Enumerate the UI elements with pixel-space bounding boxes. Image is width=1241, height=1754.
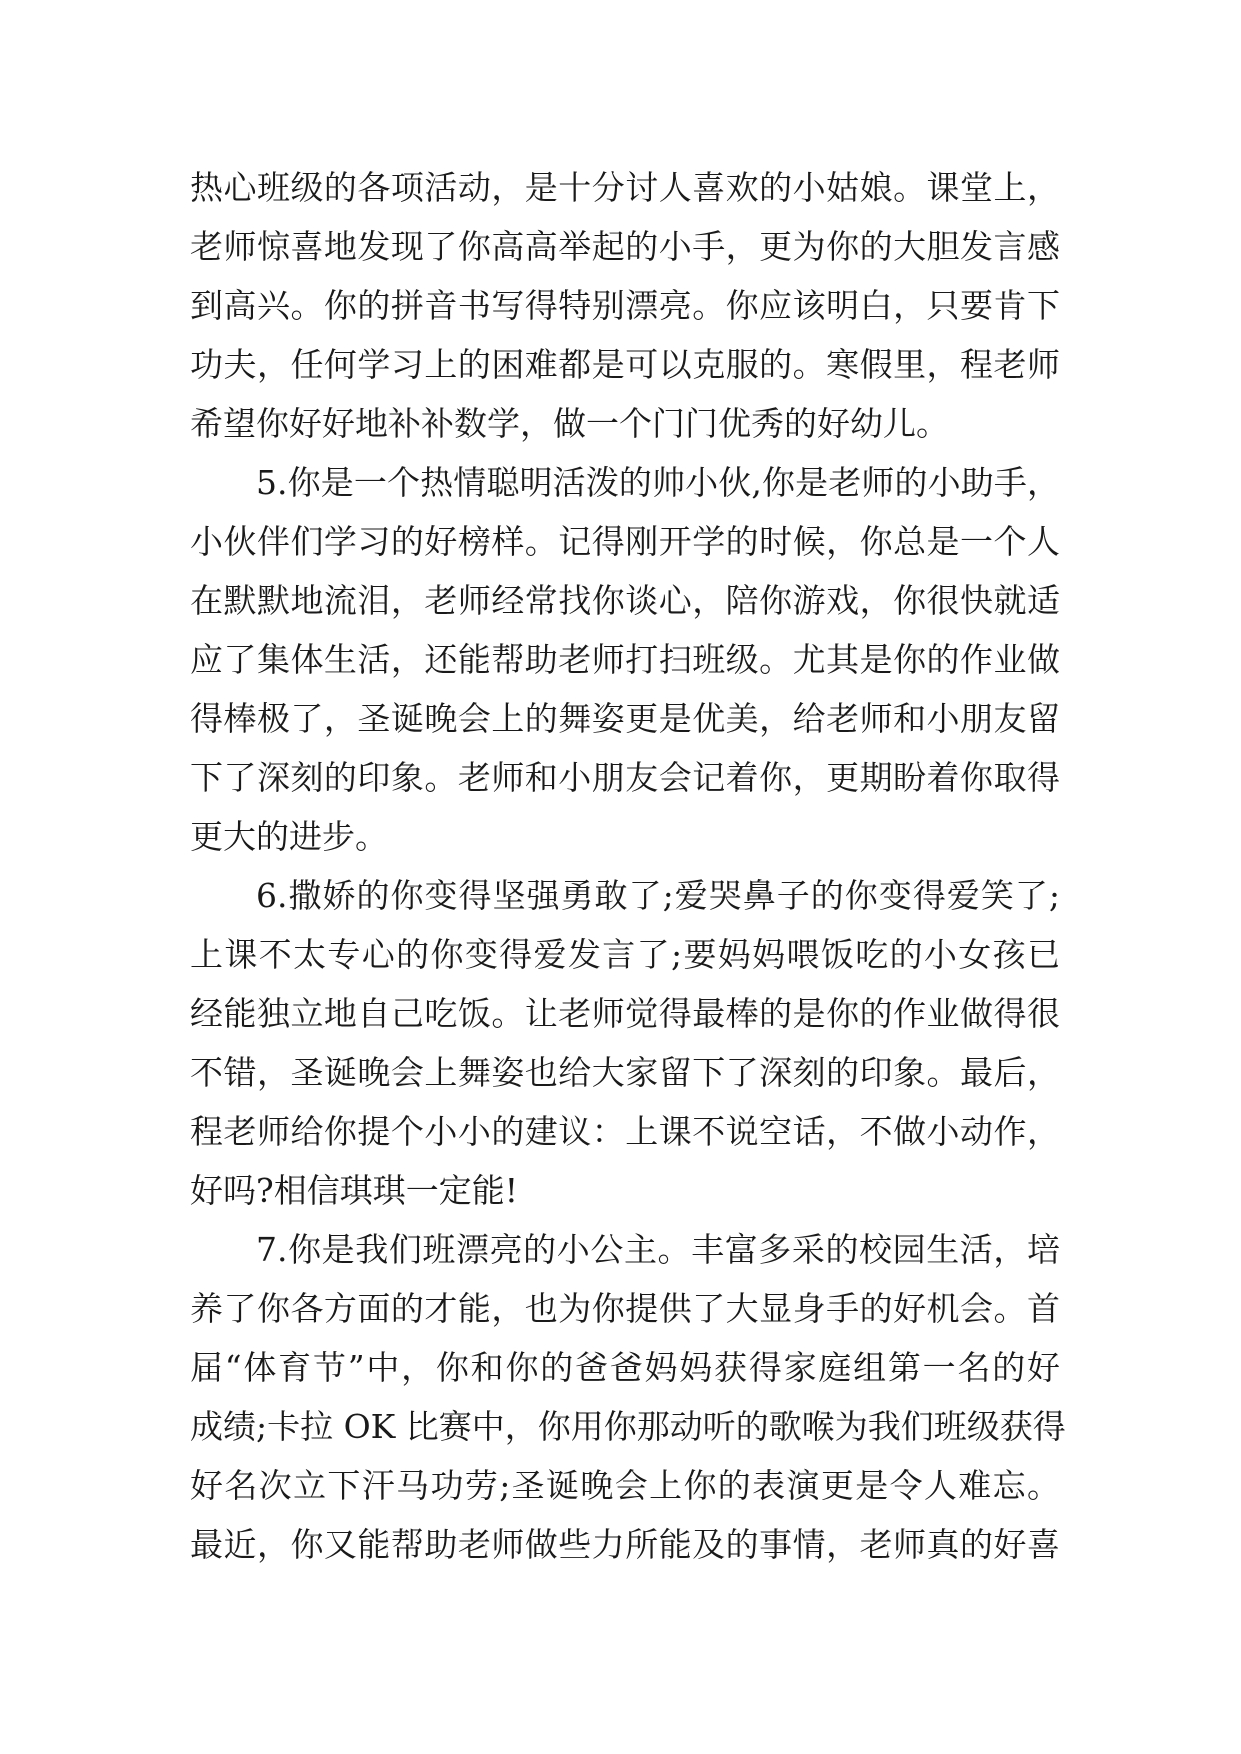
text-line: 经能独立地自己吃饭。让老师觉得最棒的是你的作业做得很 (190, 994, 1060, 1033)
text-line: 届“体育节”中，你和你的爸爸妈妈获得家庭组第一名的好 (190, 1348, 1060, 1387)
text-line: 老师惊喜地发现了你高高举起的小手，更为你的大胆发言感 (190, 227, 1060, 266)
text-line: 好吗?相信琪琪一定能! (190, 1171, 518, 1210)
text-line: 最近，你又能帮助老师做些力所能及的事情，老师真的好喜 (190, 1525, 1060, 1564)
text-line: 不错，圣诞晚会上舞姿也给大家留下了深刻的印象。最后， (190, 1053, 1060, 1092)
text-line: 上课不太专心的你变得爱发言了;要妈妈喂饭吃的小女孩已 (190, 935, 1060, 974)
text-line: 功夫，任何学习上的困难都是可以克服的。寒假里，程老师 (190, 345, 1060, 384)
text-line: 希望你好好地补补数学，做一个门门优秀的好幼儿。 (190, 404, 949, 443)
text-line: 成绩;卡拉 OK 比赛中，你用你那动听的歌喉为我们班级获得 (190, 1407, 1066, 1446)
paragraph-5-first-line: 5.你是一个热情聪明活泼的帅小伙,你是老师的小助手， (256, 463, 1060, 502)
text-line: 更大的进步。 (190, 817, 388, 856)
text-line: 小伙伴们学习的好榜样。记得刚开学的时候，你总是一个人 (190, 522, 1060, 561)
text-line: 在默默地流泪，老师经常找你谈心，陪你游戏，你很快就适 (190, 581, 1060, 620)
text-line: 应了集体生活，还能帮助老师打扫班级。尤其是你的作业做 (190, 640, 1060, 679)
text-line: 程老师给你提个小小的建议：上课不说空话，不做小动作， (190, 1112, 1060, 1151)
text-line: 到高兴。你的拼音书写得特别漂亮。你应该明白，只要肯下 (190, 286, 1060, 325)
paragraph-7-first-line: 7.你是我们班漂亮的小公主。丰富多采的校园生活，培 (256, 1230, 1060, 1269)
text-line: 下了深刻的印象。老师和小朋友会记着你，更期盼着你取得 (190, 758, 1060, 797)
text-line: 养了你各方面的才能，也为你提供了大显身手的好机会。首 (190, 1289, 1060, 1328)
text-line: 得棒极了，圣诞晚会上的舞姿更是优美，给老师和小朋友留 (190, 699, 1060, 738)
paragraph-6-first-line: 6.撒娇的你变得坚强勇敢了;爱哭鼻子的你变得爱笑了; (256, 876, 1060, 915)
text-line: 好名次立下汗马功劳;圣诞晚会上你的表演更是令人难忘。 (190, 1466, 1060, 1505)
body-text (190, 158, 1066, 1574)
text-line: 热心班级的各项活动，是十分讨人喜欢的小姑娘。课堂上， (190, 168, 1060, 207)
